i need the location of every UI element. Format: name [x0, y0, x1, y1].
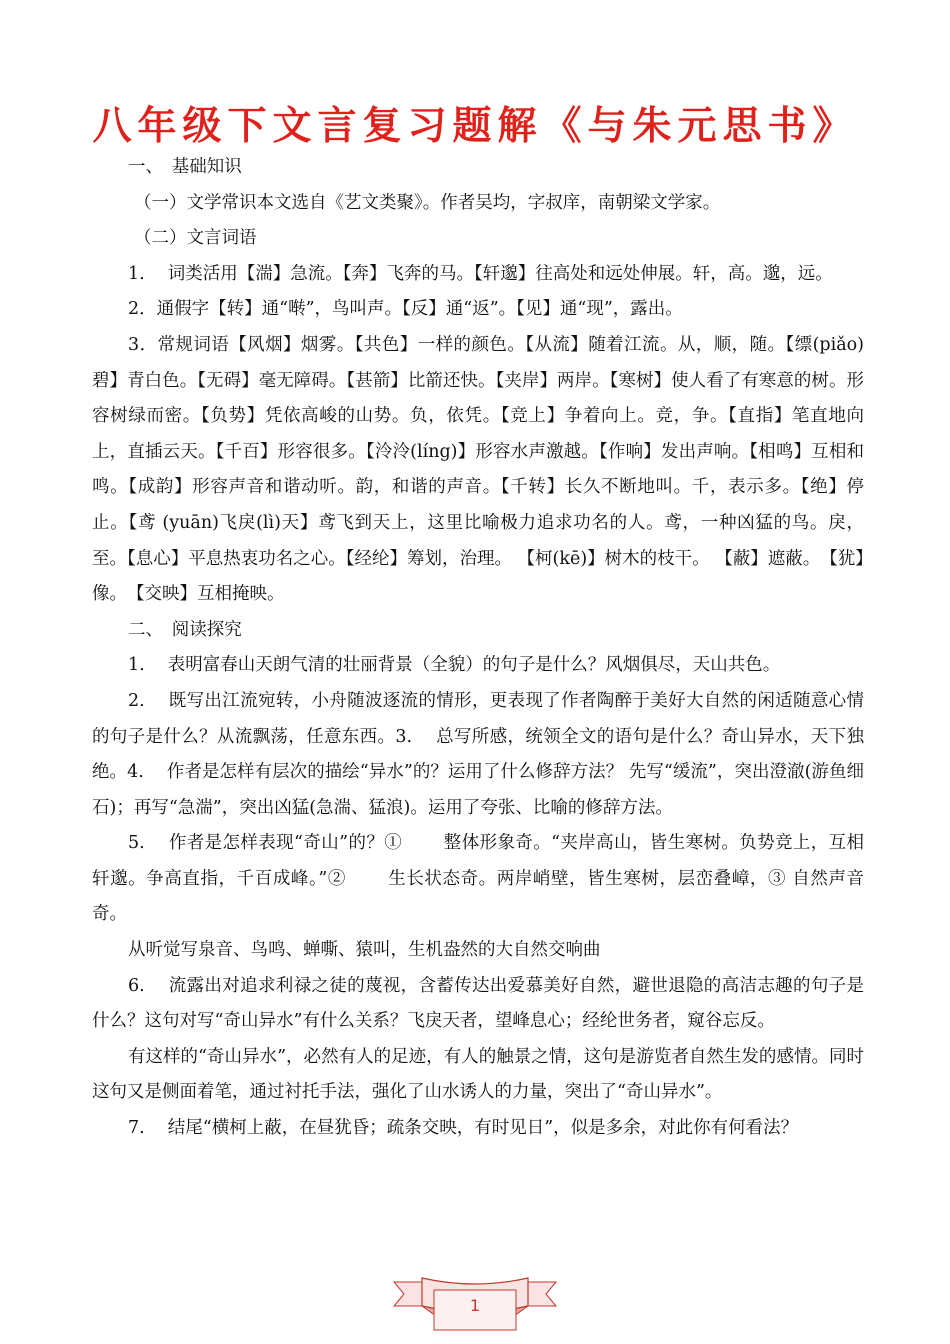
document-body — [92, 150, 864, 1147]
document-title: 八年级下文言复习题解《与朱元思书》 — [92, 103, 858, 149]
question-5: 5. 作者是怎样表现“奇山”的？① 整体形象奇。“夹岸高山，皆生寒树。负势竞上，互相轩邈。争高直指，千百成峰。”② 生长状态奇。两岸峭壁，皆生寒树，层峦叠嶂，③ 自然声音奇。 — [92, 833, 864, 925]
question-1: 1. 表明富春山天朗气清的壮丽背景（全貌）的句子是什么？风烟俱尽，天山共色。 — [128, 655, 781, 676]
question-6: 6. 流露出对追求利禄之徒的蔑视，含蓄传达出爱慕美好自然，避世退隐的高洁志趣的句子是什么？这句对写“奇山异水”有什么关系？飞戾天者，望峰息心；经纶世务者，窥谷忘反。 — [92, 975, 864, 1032]
question-6-answer: 有这样的“奇山异水”，必然有人的足迹，有人的触景之情，这句是游览者自然生发的感情。同时这句又是侧面着笔，通过衬托手法，强化了山水诱人的力量，突出了“奇山异水”。 — [92, 1046, 864, 1103]
paragraph-interchangeable-words: 2．通假字【转】通“啭”，鸟叫声。【反】通“返”。【见】通“现”，露出。 — [128, 299, 683, 320]
page-number: 1 — [469, 1296, 481, 1315]
subheading-vocabulary: （二）文言词语 — [134, 228, 257, 249]
paragraph-common-words: 3．常规词语【风烟】烟雾。【共色】一样的颜色。【从流】随着江流。从，顺，随。【缥(piǎo)碧】青白色。【无碍】毫无障碍。【甚箭】比箭还快。【夹岸】两岸。【寒树】使人看了有寒意的树。形容树绿而密。【负势】凭依高峻的山势。负，依凭。【竞上】争着向上。竞，争。【直指】笔直地向上，直插云天。【千百】形容很多。【泠泠(líng)】形容水声激越。【作响】发出声响。【相鸣】互相和鸣。【成韵】形容声音和谐动听。韵，和谐的声音。【千转】长久不断地叫。千，表示多。【绝】停止。【鸢 (yuān)飞戾(lì)天】鸢飞到天上，这里比喻极力追求功名的人。鸢，一种凶猛的鸟。戾，至。【息心】平息热衷功名之心。【经纶】筹划，治理。 【柯(kē)】树木的枝干。 【蔽】遮蔽。 【犹】像。 【交映】互相掩映。 — [92, 334, 864, 605]
question-7: 7. 结尾“横柯上蔽，在昼犹昏；疏条交映，有时见日”，似是多余，对此你有何看法？ — [128, 1118, 799, 1139]
section-heading-basics: 一、 基础知识 — [128, 157, 242, 177]
paragraph-part-of-speech: 1. 词类活用【湍】急流。【奔】飞奔的马。【轩邈】往高处和远处伸展。轩，高。邈，远。 — [128, 263, 833, 284]
question-2-3-4: 2. 既写出江流宛转，小舟随波逐流的情形，更表现了作者陶醉于美好大自然的闲适随意心情的句子是什么？从流飘荡，任意东西。3. 总写所感，统领全文的语句是什么？奇山异水，天下独绝。4. 作者是怎样有层次的描绘“异水”的？运用了什么修辞方法？ 先写“缓流”，突出澄澈(游鱼细石)；再写“急湍”，突出凶猛(急湍、猛浪)。运用了夸张、比喻的修辞方法。 — [92, 690, 864, 818]
question-5-note: 从听觉写泉音、鸟鸣、蝉嘶、猿叫，生机盎然的大自然交响曲 — [128, 940, 601, 961]
section-heading-reading: 二、 阅读探究 — [128, 619, 242, 640]
page-footer — [392, 1276, 558, 1332]
paragraph-literary-knowledge: （一）文学常识本文选自《艺文类聚》。作者吴均，字叔庠，南朝梁文学家。 — [134, 192, 721, 213]
